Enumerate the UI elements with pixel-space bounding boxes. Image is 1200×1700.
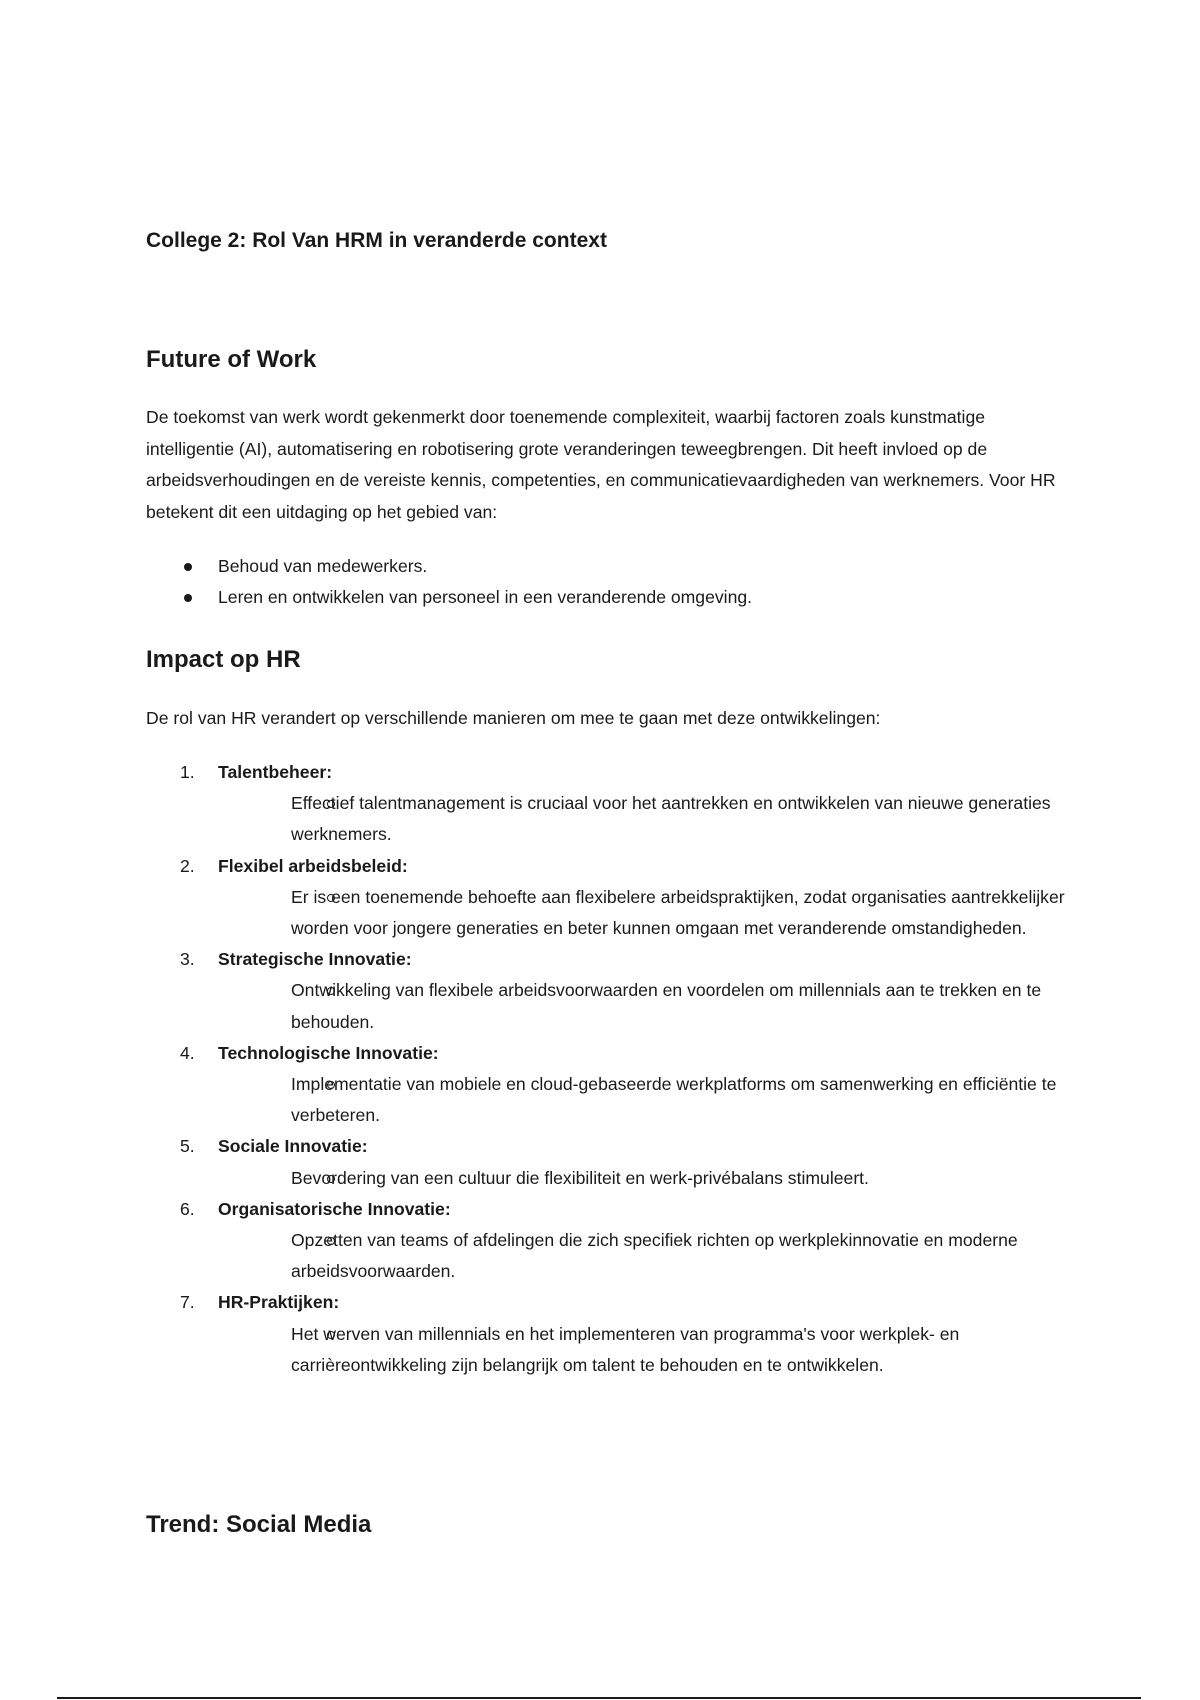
sub-list-item: [218, 1319, 1066, 1381]
list-item: [146, 1194, 1066, 1288]
sub-list: [218, 1069, 1066, 1131]
list-item: [146, 1131, 1066, 1193]
list-item: [146, 851, 1066, 945]
hollow-bullet-icon: [327, 894, 335, 902]
list-number: 7.: [180, 1292, 195, 1313]
sub-list-item: [218, 1225, 1066, 1287]
document-title: College 2: Rol Van HRM in veranderde context: [146, 229, 607, 252]
sub-list-item: [218, 882, 1066, 944]
section-heading-trend-social-media: Trend: Social Media: [146, 1511, 372, 1538]
impact-op-hr-paragraph: De rol van HR verandert op verschillende manieren om mee te gaan met deze ontwikkelingen:: [146, 708, 881, 728]
list-item: [146, 1287, 1066, 1381]
sub-list-text: Er is een toenemende behoefte aan flexibelere arbeidspraktijken, zodat organisaties aantrekkelijker worden voor jongere generaties en beter kunnen omgaan met veranderende omstandigheden.: [291, 886, 1065, 939]
sub-list-text: Bevordering van een cultuur die flexibiliteit en werk-privébalans stimuleert.: [291, 1167, 869, 1188]
sub-list: [218, 788, 1066, 850]
list-item-title: Talentbeheer:: [218, 762, 333, 782]
sub-list-item: [218, 1163, 1066, 1194]
sub-list-text: Implementatie van mobiele en cloud-gebaseerde werkplatforms om samenwerking en efficiëntie te verbeteren.: [291, 1074, 1057, 1126]
section-heading-future-of-work: Future of Work: [146, 346, 317, 373]
bullet-text: Behoud van medewerkers.: [218, 556, 428, 576]
list-item-title: Flexibel arbeidsbeleid:: [218, 855, 408, 876]
bullet-icon: [184, 563, 192, 571]
list-item-title: Organisatorische Innovatie:: [218, 1198, 451, 1219]
hollow-bullet-icon: [327, 1175, 335, 1183]
list-item: [146, 757, 1066, 851]
list-number: 2.: [180, 855, 195, 876]
future-of-work-paragraph: De toekomst van werk wordt gekenmerkt door toenemende complexiteit, waarbij factoren zoals kunstmatige intelligentie (AI), automatisering en robotisering grote veranderingen teweegbrengen. Dit heeft invloed op de arbeidsverhoudingen en de vereiste kennis, competenties, en communicatievaardigheden van werknemers. Voor HR betekent dit een uitdaging op het gebied van:: [146, 407, 1056, 522]
hollow-bullet-icon: [327, 1331, 335, 1339]
bullet-icon: [184, 594, 192, 602]
list-number: 5.: [180, 1136, 195, 1157]
hollow-bullet-icon: [327, 1237, 335, 1245]
impact-numbered-list: [146, 757, 1066, 1381]
list-number: 3.: [180, 949, 195, 970]
list-item-title: Technologische Innovatie:: [218, 1042, 439, 1063]
list-item: [146, 1038, 1066, 1132]
sub-list-item: [218, 788, 1066, 850]
sub-list: [218, 1319, 1066, 1381]
list-item: [146, 944, 1066, 1038]
list-number: 1.: [180, 762, 195, 782]
sub-list-text: Ontwikkeling van flexibele arbeidsvoorwaarden en voordelen om millennials aan te trekken en te behouden.: [291, 980, 1042, 1032]
hollow-bullet-icon: [327, 1081, 335, 1089]
sub-list-text: Het werven van millennials en het implementeren van programma's voor werkplek- en carrièreontwikkeling zijn belangrijk om talent te behouden en te ontwikkelen.: [291, 1323, 960, 1375]
sub-list: [218, 1163, 1066, 1194]
list-item-title: Sociale Innovatie:: [218, 1136, 368, 1157]
sub-list-text: Opzetten van teams of afdelingen die zich specifiek richten op werkplekinnovatie en moderne arbeidsvoorwaarden.: [291, 1230, 1018, 1282]
sub-list: [218, 1225, 1066, 1287]
sub-list: [218, 882, 1066, 944]
sub-list-item: [218, 975, 1066, 1037]
page-bottom-rule: [57, 1697, 1141, 1699]
list-number: 4.: [180, 1042, 195, 1063]
sub-list: [218, 975, 1066, 1037]
list-item-title: Strategische Innovatie:: [218, 949, 412, 970]
sub-list-text: Effectief talentmanagement is cruciaal voor het aantrekken en ontwikkelen van nieuwe generaties werknemers.: [291, 793, 1051, 845]
list-item-title: HR-Praktijken:: [218, 1292, 340, 1313]
list-number: 6.: [180, 1198, 195, 1219]
bullet-text: Leren en ontwikkelen van personeel in een veranderende omgeving.: [218, 587, 753, 607]
section-heading-impact-op-hr: Impact op HR: [146, 646, 301, 673]
list-item: [146, 551, 1066, 582]
future-of-work-bullet-list: [146, 551, 1066, 613]
sub-list-item: [218, 1069, 1066, 1131]
list-item: [146, 582, 1066, 613]
